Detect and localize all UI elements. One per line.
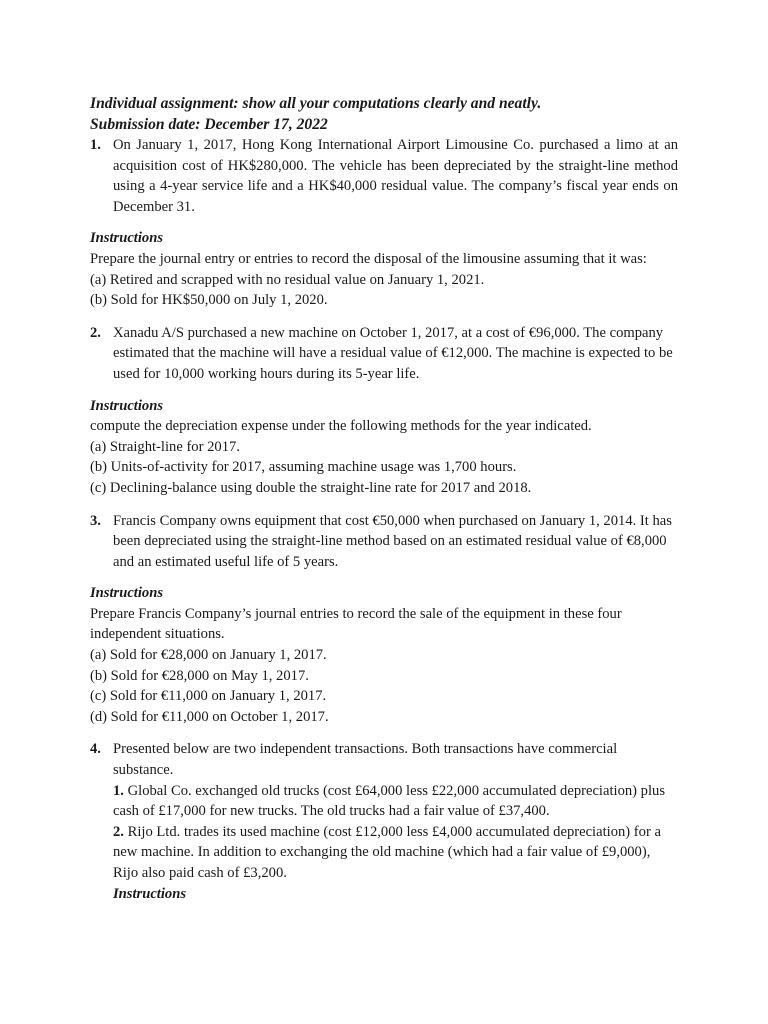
transaction-text: Global Co. exchanged old trucks (cost £64,000 less £22,000 accumulated depreciation) plus cash of £17,000 for new trucks. The old trucks had a fair value of £37,400.	[113, 782, 666, 820]
instructions-intro: Prepare the journal entry or entries to record the disposal of the limousine assuming that it was:	[90, 250, 647, 267]
transaction-number: 2.	[113, 823, 124, 840]
document-page	[90, 93, 678, 904]
list-item: (d) Sold for €11,000 on October 1, 2017.	[90, 708, 329, 725]
instructions-heading: Instructions	[90, 397, 164, 414]
list-item: (c) Declining-balance using double the straight-line rate for 2017 and 2018.	[90, 479, 532, 496]
question-text: Presented below are two independent transactions. Both transactions have commercial substance.	[113, 741, 618, 779]
question-text: Francis Company owns equipment that cost €50,000 when purchased on January 1, 2014. It has been depreciated using the straight-line method based on an estimated residual value of €8,000 and an estimated useful life of 5 years.	[113, 512, 672, 570]
question-number: 3.	[90, 512, 101, 529]
list-item: (c) Sold for €11,000 on January 1, 2017.	[90, 688, 327, 705]
question-4	[90, 739, 678, 904]
question-text: Xanadu A/S purchased a new machine on October 1, 2017, at a cost of €96,000. The company estimated that the machine will have a residual value of €12,000. The machine is expected to be used for 10,000 working hours during its 5-year life.	[113, 324, 673, 382]
question-1	[90, 135, 678, 217]
list-item: (a) Retired and scrapped with no residual value on January 1, 2021.	[90, 271, 485, 288]
list-item: (b) Units-of-activity for 2017, assuming machine usage was 1,700 hours.	[90, 459, 517, 476]
list-item: (a) Sold for €28,000 on January 1, 2017.	[90, 647, 327, 664]
question-number: 1.	[90, 137, 101, 153]
instructions-heading: Instructions	[90, 230, 164, 247]
transaction-number: 1.	[113, 782, 124, 799]
instructions-heading: Instructions	[113, 885, 187, 902]
transaction-2	[113, 822, 678, 884]
list-item: (b) Sold for HK$50,000 on July 1, 2020.	[90, 292, 328, 309]
list-item: (b) Sold for €28,000 on May 1, 2017.	[90, 667, 309, 684]
assignment-heading: Individual assignment: show all your computations clearly and neatly.	[90, 95, 542, 112]
transaction-text: Rijo Ltd. trades its used machine (cost £12,000 less £4,000 accumulated depreciation) for a new machine. In addition to exchanging the old machine (which had a fair value of £9,000), Rijo also paid cash of £3,200.	[113, 823, 661, 881]
submission-date: Submission date: December 17, 2022	[90, 116, 328, 133]
question-number: 2.	[90, 324, 101, 341]
question-2	[90, 323, 678, 385]
transaction-1	[113, 781, 678, 822]
list-item: (a) Straight-line for 2017.	[90, 438, 240, 455]
instructions-intro: Prepare Francis Company’s journal entries to record the sale of the equipment in these four independent situations.	[90, 605, 622, 643]
question-3	[90, 511, 678, 573]
question-text: On January 1, 2017, Hong Kong International Airport Limousine Co. purchased a limo at an acquisition cost of HK$280,000. The vehicle has been depreciated by the straight-line method using a 4-year service life and a HK$40,000 residual value. The company’s fiscal year ends on December 31.	[113, 137, 678, 215]
question-number: 4.	[90, 741, 101, 758]
instructions-intro: compute the depreciation expense under the following methods for the year indicated.	[90, 418, 592, 435]
instructions-heading: Instructions	[90, 585, 164, 602]
